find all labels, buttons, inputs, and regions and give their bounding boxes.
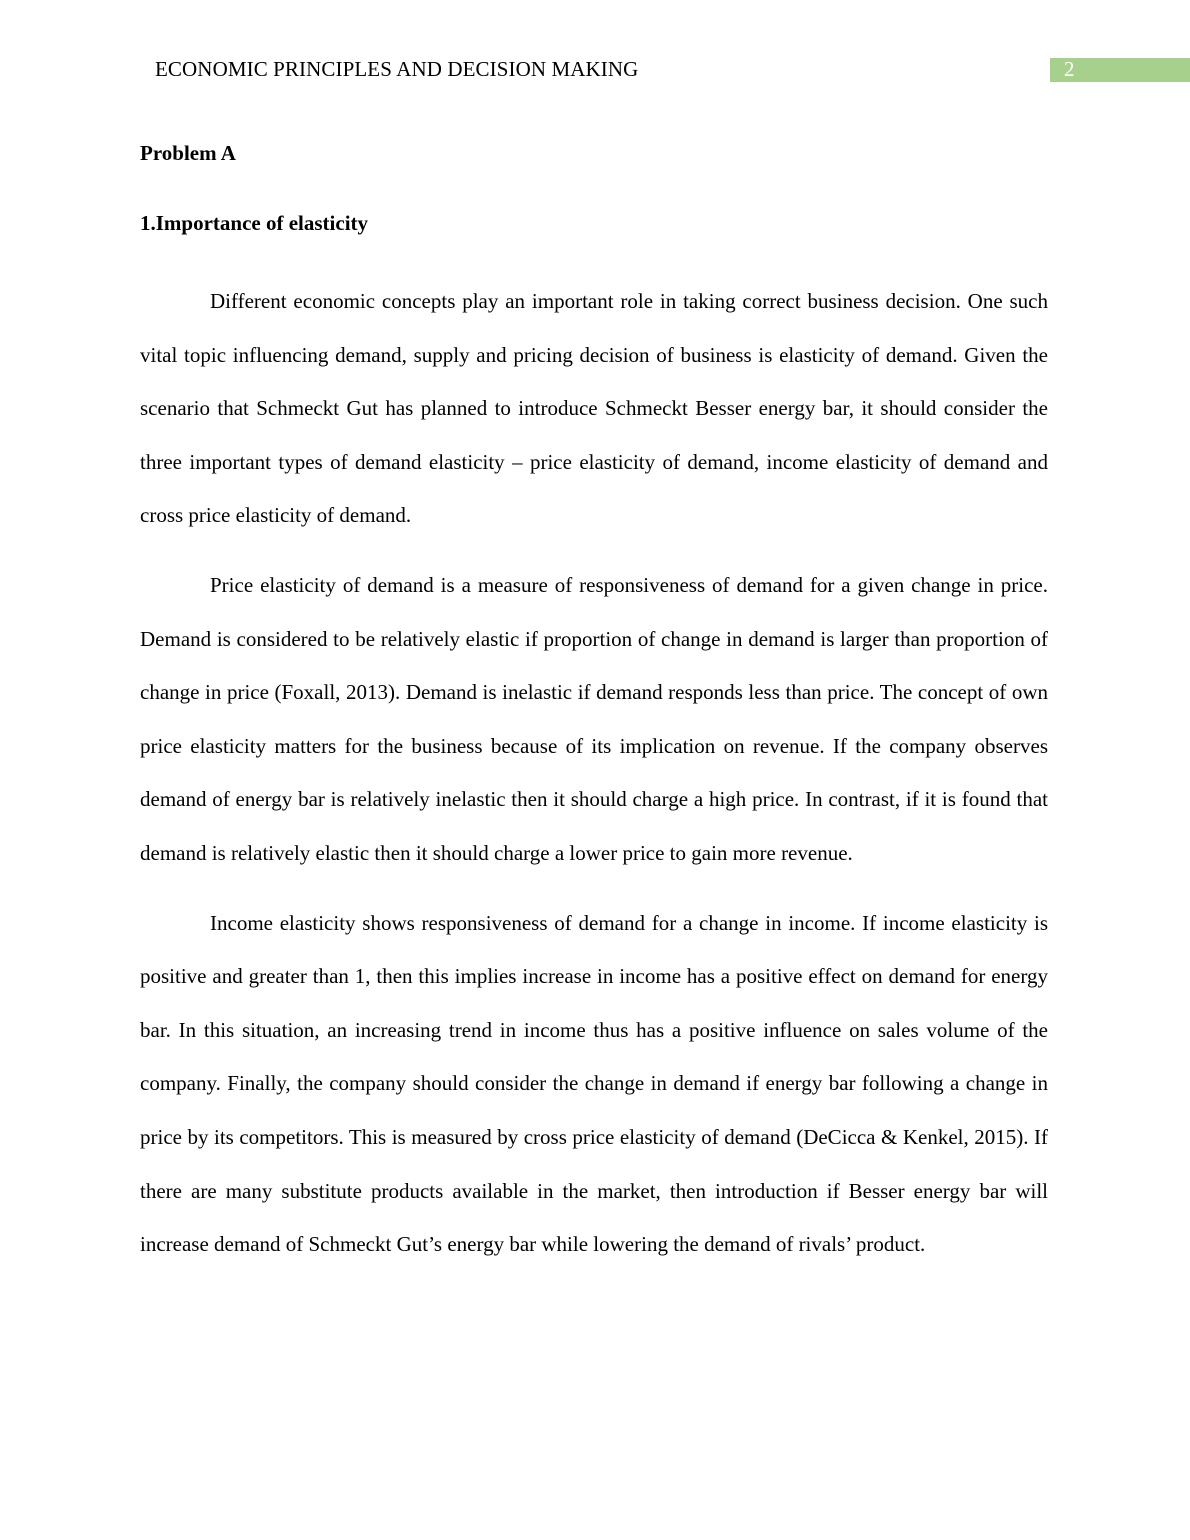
- paragraph-price-elasticity: Price elasticity of demand is a measure of responsiveness of demand for a given change in price. Demand is considered to be relatively elastic if proportion of change in demand is larger than proportion of change in price (Foxall, 2013). Demand is inelastic if demand responds less than price. The concept of own price elasticity matters for the business because of its implication on revenue. If the company observes demand of energy bar is relatively inelastic then it should charge a high price. In contrast, if it is found that demand is relatively elastic then it should charge a lower price to gain more revenue.: [140, 572, 1048, 865]
- paragraph-income-cross-elasticity: Income elasticity shows responsiveness of demand for a change in income. If income elasticity is positive and greater than 1, then this implies increase in income has a positive effect on demand for energy bar. In this situation, an increasing trend in income thus has a positive influence on sales volume of the company. Finally, the company should consider the change in demand if energy bar following a change in price by its competitors. This is measured by cross price elasticity of demand (DeCicca & Kenkel, 2015). If there are many substitute products available in the market, then introduction if Besser energy bar will increase demand of Schmeckt Gut’s energy bar while lowering the demand of rivals’ product.: [140, 910, 1048, 1257]
- problem-heading: Problem A: [140, 141, 236, 165]
- section-heading: 1.Importance of elasticity: [140, 211, 369, 235]
- document-body: [140, 135, 1048, 1288]
- page-number: 2: [1064, 57, 1075, 81]
- paragraph-elasticity-intro: Different economic concepts play an important role in taking correct business decision. One such vital topic influencing demand, supply and pricing decision of business is elasticity of demand. Given the scenario that Schmeckt Gut has planned to introduce Schmeckt Besser energy bar, it should consider the three important types of demand elasticity – price elasticity of demand, income elasticity of demand and cross price elasticity of demand.: [140, 289, 1048, 528]
- running-head: ECONOMIC PRINCIPLES AND DECISION MAKING: [155, 57, 639, 81]
- page-number-bar: [1050, 58, 1190, 82]
